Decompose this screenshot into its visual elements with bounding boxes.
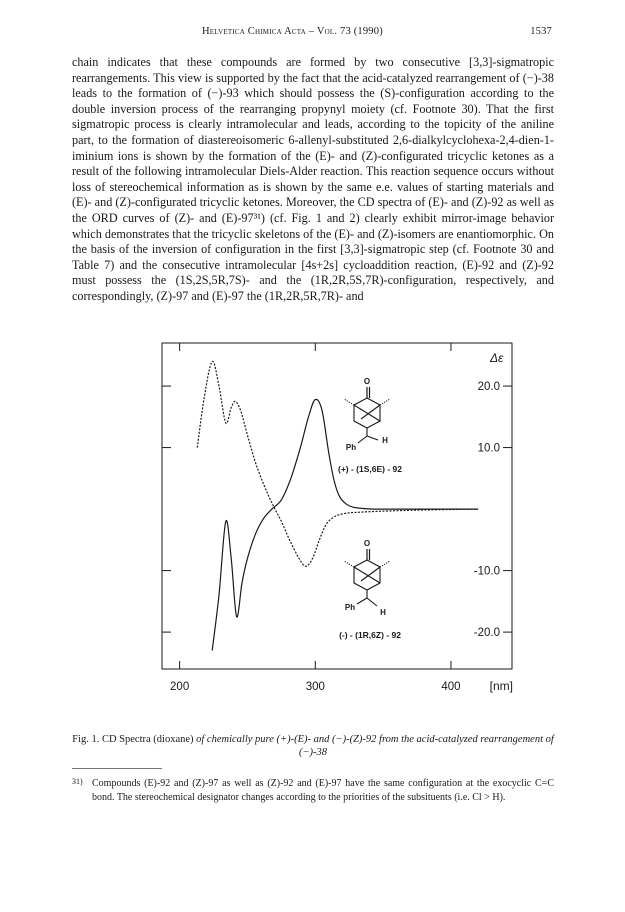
cd-spectrum-figure [96, 337, 572, 697]
y-tick-label: 20.0 [477, 381, 500, 394]
page-number: 1537 [530, 26, 552, 37]
journal-title: Helvetica Chimica Acta – Vol. 73 (1990) [202, 26, 383, 37]
footnote [72, 777, 554, 804]
structure-top [338, 377, 402, 474]
hydrogen-atom-label: H [380, 608, 386, 617]
y-axis-label: Δε [490, 351, 504, 365]
x-tick-label: 200 [170, 681, 190, 693]
cd-spectrum-chart [96, 337, 572, 697]
oxygen-atom-label: O [363, 539, 371, 548]
x-axis-unit: [nm] [489, 679, 513, 693]
paragraph-text: chain indicates that these compounds are formed by two consecutive [3,3]-sigmatropic rearrangements. This view is supported by the fact that the acid-catalyzed rearrangement of (−)-38 leads to the formation of (−)-93 which should possess the (S)-configuration according to the double inversion process of the rearranging propynyl moiety (cf. Footnote 30). That the first sigmatropic process is clearly intramolecular and leads, according to the topicity of the aniline part, to the formation of diastereoisomeric 6-allenyl-substituted 2,6-dialkylcyclohexa-2,4-dien-1-iminium ions is shown by the formation of the (E)- and (Z)-configurated tricyclic ketones as a result of the following intramolecular Diels-Alder reaction. This reaction sequence occurs without loss of stereochemical information as is shown by the same e.e. values of starting materials and (E)- and (Z)-configurated tricyclic ketones. Moreover, the CD spectra of (E)- and (Z)-92 as well as the ORD curves of (Z)- and (E)-97³¹) (cf. Fig. 1 and 2) clearly exhibit mirror-image behavior which demonstrates that the tricyclic skeletons of the (E)- and (Z)-isomers are enantiomorphic. On the basis of the inversion of configuration in the first [3,3]-sigmatropic step (cf. Footnote 30 and Table 7) and the consecutive intramolecular [4s+2s] cycloaddition reaction, (E)-92 and (Z)-92 must possess the (1S,2S,5R,7S)- and the (1R,2R,5S,7R)-configuration, respectively, and correspondingly, (Z)-97 and (E)-97 the (1R,2R,5R,7R)- and [72, 55, 554, 303]
footnote-mark: 31) [72, 777, 83, 786]
structure-bottom [339, 539, 401, 640]
plot-frame [162, 343, 512, 669]
y-tick-label: -20.0 [473, 627, 500, 640]
running-header [72, 26, 552, 42]
x-tick-label: 300 [305, 681, 325, 693]
phenyl-label: Ph [344, 603, 356, 612]
structure-bottom-label: (-) - (1R,6Z) - 92 [339, 630, 401, 640]
y-tick-label: 10.0 [477, 442, 500, 455]
y-tick-label: -10.0 [473, 565, 500, 578]
cd-curve-solid [212, 399, 478, 650]
footnote-divider [72, 768, 162, 769]
footnote-text: Compounds (E)-92 and (Z)-97 as well as (Z)-92 and (E)-97 have the same configuration at the exocyclic C=C bond. The stereochemical designator changes according to the priorities of the subsituents (i.e. Cl > H). [92, 778, 554, 803]
x-tick-label: 400 [441, 681, 461, 693]
caption-text: of chemically pure (+)-(E)- and (−)-(Z)-92 from the acid-catalyzed rearrangement of (−)-38 [196, 734, 554, 758]
body-paragraph [72, 55, 554, 305]
figure-caption [72, 733, 554, 759]
caption-lead: Fig. 1. CD Spectra (dioxane) [72, 734, 194, 745]
oxygen-atom-label: O [363, 377, 371, 386]
phenyl-label: Ph [345, 443, 357, 452]
hydrogen-atom-label: H [382, 436, 388, 445]
structure-top-label: (+) - (1S,6E) - 92 [337, 464, 403, 474]
